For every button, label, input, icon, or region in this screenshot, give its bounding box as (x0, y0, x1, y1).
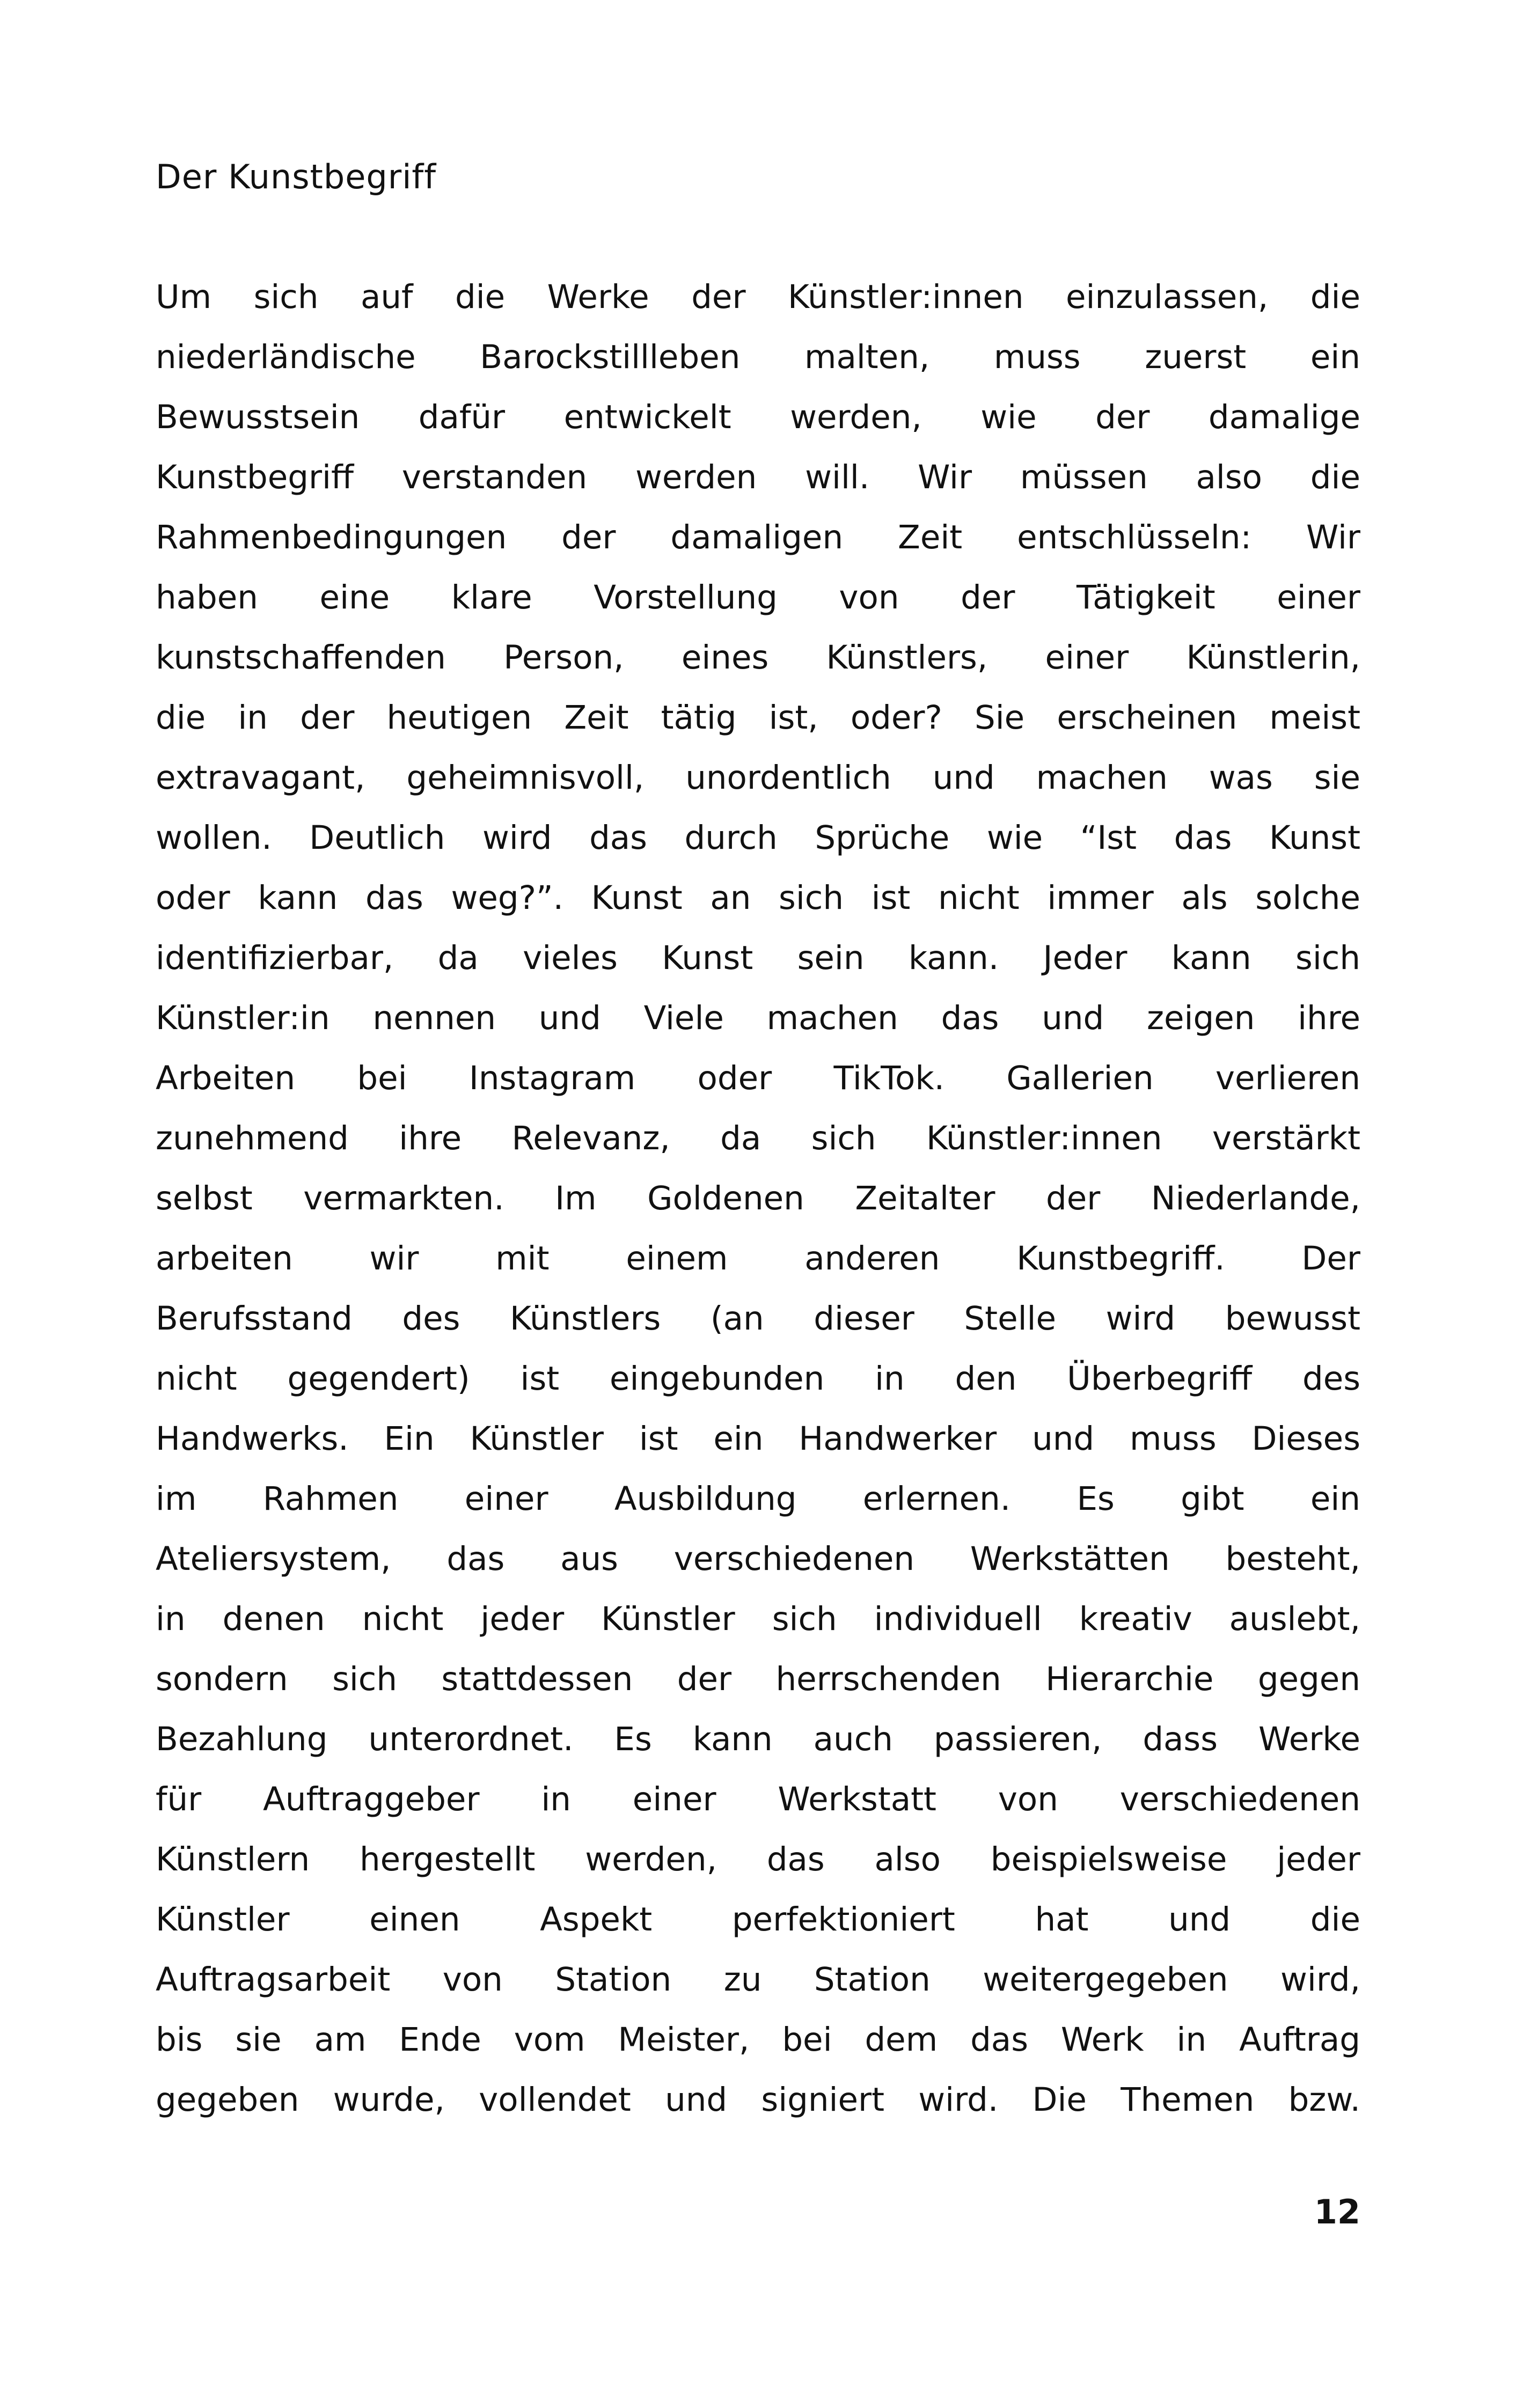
text-line: Ateliersystem, das aus verschiedenen Werkstätten besteht, (156, 1540, 1360, 1578)
page-number: 12 (1314, 2192, 1360, 2231)
text-line: Künstlern hergestellt werden, das also beispielsweise jeder (156, 1840, 1360, 1878)
text-line: Bewusstsein dafür entwickelt werden, wie der damalige (156, 398, 1360, 436)
text-line: die in der heutigen Zeit tätig ist, oder? Sie erscheinen meist (156, 699, 1360, 737)
text-line: gegeben wurde, vollendet und signiert wird. Die Themen bzw. (156, 2081, 1360, 2119)
text-line: Künstler:in nennen und Viele machen das und zeigen ihre (156, 999, 1360, 1037)
text-line: bis sie am Ende vom Meister, bei dem das Werk in Auftrag (156, 2021, 1360, 2059)
text-line: niederländische Barockstillleben malten, muss zuerst ein (156, 338, 1360, 376)
text-line: haben eine klare Vorstellung von der Tätigkeit einer (156, 578, 1360, 616)
text-line: Handwerks. Ein Künstler ist ein Handwerker und muss Dieses (156, 1420, 1360, 1458)
text-line: Auftragsarbeit von Station zu Station weitergegeben wird, (156, 1961, 1360, 1999)
text-line: Um sich auf die Werke der Künstler:innen einzulassen, die (156, 278, 1360, 316)
text-line: Berufsstand des Künstlers (an dieser Stelle wird bewusst (156, 1300, 1360, 1338)
page-heading: Der Kunstbegriff (156, 157, 437, 196)
text-line: kunstschaffenden Person, eines Künstlers, einer Künstlerin, (156, 638, 1360, 677)
text-line: Arbeiten bei Instagram oder TikTok. Gallerien verlieren (156, 1059, 1360, 1097)
text-line: arbeiten wir mit einem anderen Kunstbegriff. Der (156, 1239, 1360, 1278)
text-line: sondern sich stattdessen der herrschenden Hierarchie gegen (156, 1660, 1360, 1698)
text-line: zunehmend ihre Relevanz, da sich Künstler:innen verstärkt (156, 1119, 1360, 1157)
text-line: Bezahlung unterordnet. Es kann auch passieren, dass Werke (156, 1720, 1360, 1758)
text-line: in denen nicht jeder Künstler sich individuell kreativ auslebt, (156, 1600, 1360, 1638)
text-line: Künstler einen Aspekt perfektioniert hat und die (156, 1900, 1360, 1939)
body-paragraph (156, 267, 1360, 2130)
text-line: Kunstbegriff verstanden werden will. Wir müssen also die (156, 458, 1360, 496)
text-line: selbst vermarkten. Im Goldenen Zeitalter der Niederlande, (156, 1179, 1360, 1217)
text-line: für Auftraggeber in einer Werkstatt von verschiedenen (156, 1780, 1360, 1818)
text-line: im Rahmen einer Ausbildung erlernen. Es gibt ein (156, 1480, 1360, 1518)
text-line: oder kann das weg?”. Kunst an sich ist nicht immer als solche (156, 879, 1360, 917)
text-line: wollen. Deutlich wird das durch Sprüche wie “Ist das Kunst (156, 819, 1360, 857)
text-line: identifizierbar, da vieles Kunst sein kann. Jeder kann sich (156, 939, 1360, 977)
text-line: Rahmenbedingungen der damaligen Zeit entschlüsseln: Wir (156, 518, 1360, 556)
text-line: extravagant, geheimnisvoll, unordentlich und machen was sie (156, 759, 1360, 797)
text-line: nicht gegendert) ist eingebunden in den Überbegriff des (156, 1360, 1360, 1398)
